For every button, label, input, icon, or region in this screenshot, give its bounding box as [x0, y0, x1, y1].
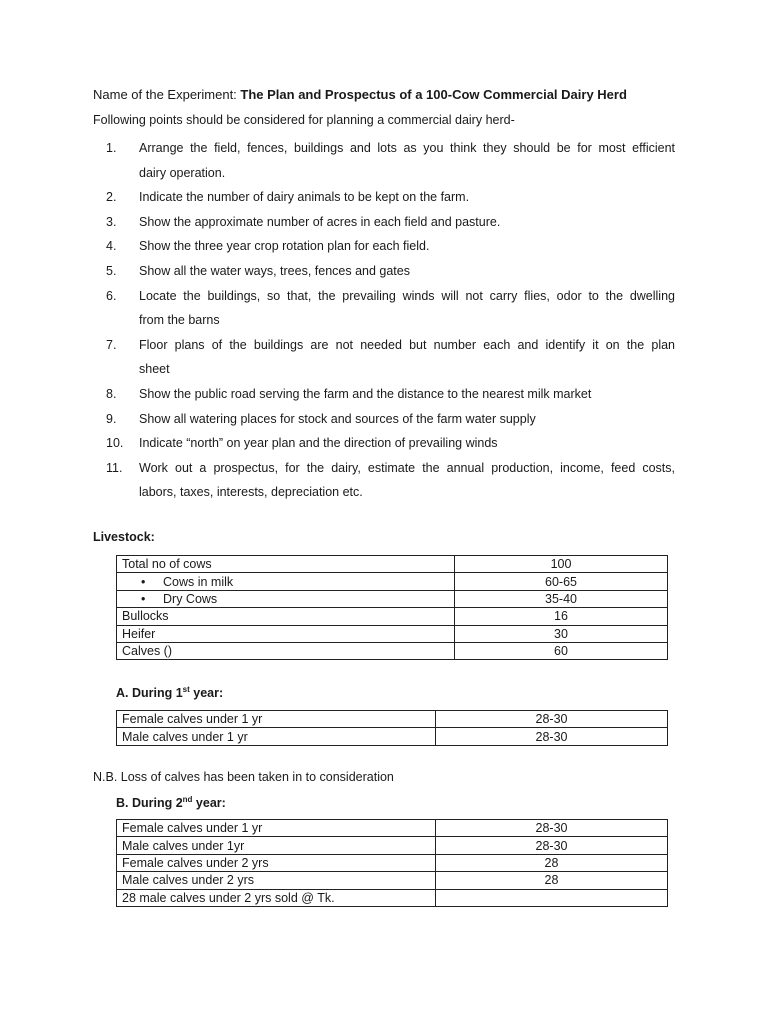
table-row [117, 573, 668, 590]
row-label-cell [117, 872, 436, 889]
table-row [117, 854, 668, 871]
year2-heading-sup: nd [182, 795, 193, 804]
planning-point-line [93, 234, 675, 259]
row-label: Female calves under 1 yr [122, 821, 263, 836]
table-row [117, 642, 668, 659]
livestock-heading: Livestock: [93, 530, 155, 544]
point-text: Show all the water ways, trees, fences and gates [139, 263, 410, 278]
row-value: 16 [455, 608, 668, 625]
row-label-cell [117, 642, 455, 659]
row-label-cell [117, 889, 436, 906]
row-label-cell [117, 573, 455, 590]
year1-heading-suffix: year: [189, 686, 224, 701]
planning-point-line [93, 161, 675, 186]
point-text: Show the approximate number of acres in each field and pasture. [139, 214, 501, 229]
row-label-cell [117, 625, 455, 642]
year2-heading-suffix: year: [192, 796, 226, 811]
row-label: Cows in milk [163, 574, 234, 589]
point-text: Show the three year crop rotation plan for each field. [139, 239, 430, 254]
planning-point-line [93, 333, 675, 358]
row-value: 28-30 [436, 728, 668, 745]
row-value: 60 [455, 642, 668, 659]
planning-point-line [93, 136, 675, 161]
row-value: 35-40 [455, 590, 668, 607]
point-text: dairy operation. [139, 165, 226, 180]
row-label: 28 male calves under 2 yrs sold @ Tk. [122, 890, 335, 905]
point-number: 11. [106, 460, 123, 475]
point-text: Arrange the field, fences, buildings and lots as you think they should be for most efficient [139, 141, 675, 155]
row-value: 28-30 [436, 820, 668, 837]
bullet-icon: • [141, 574, 146, 589]
planning-point-line [93, 382, 675, 407]
table-row [117, 608, 668, 625]
planning-point-line [93, 284, 675, 309]
row-label-cell [117, 556, 455, 573]
planning-point-line [93, 259, 675, 284]
point-number: 1. [106, 141, 117, 155]
row-label-cell [117, 820, 436, 837]
point-number: 8. [106, 386, 117, 401]
bullet-icon: • [141, 591, 146, 606]
row-value: 28-30 [436, 837, 668, 854]
planning-point-line [93, 185, 675, 210]
row-label-cell [117, 837, 436, 854]
point-text: sheet [139, 362, 170, 377]
row-label: Calves () [122, 644, 173, 659]
row-label: Heifer [122, 626, 156, 641]
nb-note: N.B. Loss of calves has been taken in to consideration [93, 770, 394, 784]
row-label-cell [117, 854, 436, 871]
table-row [117, 728, 668, 745]
row-label-cell [117, 608, 455, 625]
planning-points-list [93, 136, 675, 505]
year1-heading-prefix: A. During 1 [116, 686, 183, 701]
intro-text: Following points should be considered for planning a commercial dairy herd- [93, 113, 515, 127]
point-number: 6. [106, 288, 117, 303]
table-row [117, 837, 668, 854]
row-label: Female calves under 2 yrs [122, 855, 269, 870]
planning-point-line [93, 210, 675, 235]
point-text: Show all watering places for stock and sources of the farm water supply [139, 411, 536, 426]
row-value: 100 [455, 556, 668, 573]
point-text: Floor plans of the buildings are not needed but number each and identify it on the plan [139, 337, 675, 352]
table-row [117, 872, 668, 889]
year1-heading-sup: st [182, 685, 190, 694]
row-label-cell [117, 590, 455, 607]
point-text: labors, taxes, interests, depreciation etc. [139, 485, 363, 500]
planning-point-line [93, 480, 675, 505]
row-value: 60-65 [455, 573, 668, 590]
experiment-label: Name of the Experiment: [93, 87, 241, 102]
row-value: 28 [436, 872, 668, 889]
table-row [117, 889, 668, 906]
planning-point-line [93, 456, 675, 481]
point-text: Indicate the number of dairy animals to be kept on the farm. [139, 190, 470, 205]
row-label: Male calves under 1yr [122, 838, 245, 853]
point-number: 10. [106, 436, 124, 451]
row-label: Female calves under 1 yr [122, 712, 263, 727]
point-text: Indicate “north” on year plan and the direction of prevailing winds [139, 436, 498, 451]
planning-point-line [93, 357, 675, 382]
point-text: Work out a prospectus, for the dairy, estimate the annual production, income, feed costs, [139, 460, 675, 475]
row-label-cell [117, 728, 436, 745]
point-text: from the barns [139, 313, 220, 328]
point-number: 5. [106, 263, 117, 278]
year1-heading [116, 685, 223, 700]
table-row [117, 556, 668, 573]
row-value: 28-30 [436, 711, 668, 728]
point-number: 7. [106, 337, 117, 352]
row-label-cell [117, 711, 436, 728]
row-value [436, 889, 668, 906]
table-row [117, 625, 668, 642]
point-number: 3. [106, 214, 117, 229]
year2-heading-prefix: B. During 2 [116, 796, 183, 811]
row-label: Total no of cows [122, 557, 212, 572]
table-row [117, 590, 668, 607]
row-label: Bullocks [122, 609, 169, 624]
row-value: 28 [436, 854, 668, 871]
point-number: 9. [106, 411, 117, 426]
row-label: Male calves under 2 yrs [122, 873, 255, 888]
point-text: Show the public road serving the farm and the distance to the nearest milk market [139, 386, 592, 401]
point-number: 4. [106, 239, 117, 254]
point-number: 2. [106, 190, 117, 205]
row-label: Dry Cows [163, 591, 218, 606]
year1-table [116, 710, 668, 746]
planning-point-line [93, 431, 675, 456]
table-row [117, 711, 668, 728]
year2-heading [116, 795, 226, 810]
row-label: Male calves under 1 yr [122, 729, 248, 744]
experiment-title: The Plan and Prospectus of a 100-Cow Commercial Dairy Herd [240, 87, 627, 102]
point-text: Locate the buildings, so that, the prevailing winds will not carry flies, odor to the dwelling [139, 288, 675, 303]
table-row [117, 820, 668, 837]
row-value: 30 [455, 625, 668, 642]
livestock-table [116, 555, 668, 660]
year2-table [116, 819, 668, 907]
planning-point-line [93, 407, 675, 432]
experiment-title-line [93, 87, 627, 102]
planning-point-line [93, 308, 675, 333]
